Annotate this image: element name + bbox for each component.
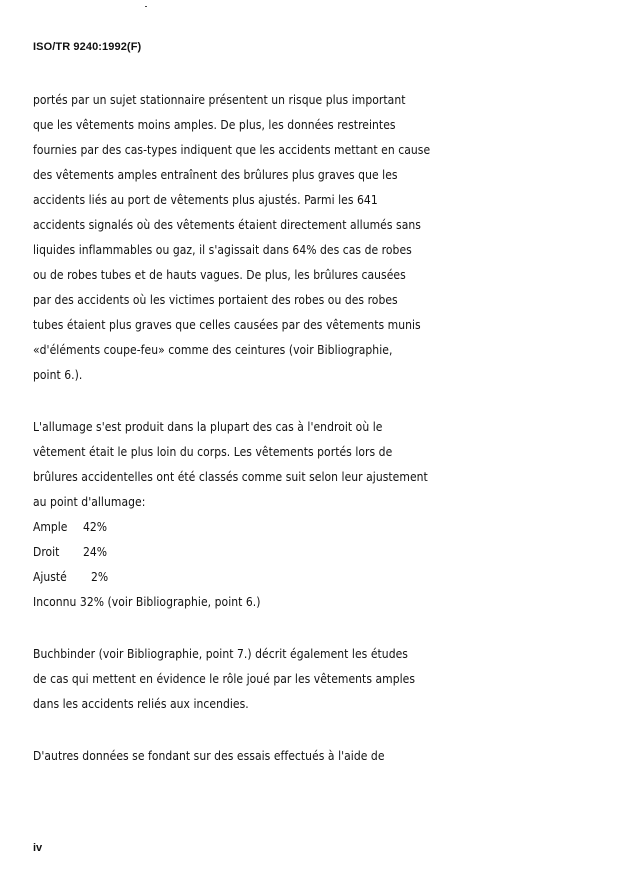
p1-line-12: point 6.). — [33, 368, 83, 382]
p1-line-11: «d'éléments coupe-feu» comme des ceintures (voir Bibliographie, — [33, 343, 393, 357]
fit-stat-label: Droit — [33, 545, 60, 559]
fit-stat-ajuste — [33, 570, 108, 584]
p2-line-3: brûlures accidentelles ont été classés comme suit selon leur ajustement — [33, 470, 428, 484]
p1-line-3: fournies par des cas-types indiquent que les accidents mettant en cause — [33, 143, 431, 157]
p4-line-1: D'autres données se fondant sur des essais effectués à l'aide de — [33, 749, 385, 763]
p2-line-1: L'allumage s'est produit dans la plupart des cas à l'endroit où le — [33, 420, 383, 434]
fit-stat-ample — [33, 520, 107, 534]
fit-stat-label: Ajusté — [33, 570, 67, 584]
p1-line-10: tubes étaient plus graves que celles causées par des vêtements munis — [33, 318, 421, 332]
p1-line-7: liquides inflammables ou gaz, il s'agissait dans 64% des cas de robes — [33, 243, 412, 257]
p3-line-1: Buchbinder (voir Bibliographie, point 7.) décrit également les études — [33, 647, 408, 661]
p1-line-2: que les vêtements moins amples. De plus, les données restreintes — [33, 118, 396, 132]
p1-line-6: accidents signalés où des vêtements étaient directement allumés sans — [33, 218, 421, 232]
p3-line-3: dans les accidents reliés aux incendies. — [33, 697, 249, 711]
p3-line-2: de cas qui mettent en évidence le rôle joué par les vêtements amples — [33, 672, 416, 686]
scan-speck — [145, 6, 147, 7]
p1-line-9: par des accidents où les victimes portaient des robes ou des robes — [33, 293, 398, 307]
fit-stat-value: 2% — [91, 570, 109, 584]
fit-stat-value: 42% — [83, 520, 107, 534]
fit-stat-droit — [33, 545, 107, 559]
fit-stat-label: Ample — [33, 520, 68, 534]
p2-line-2: vêtement était le plus loin du corps. Les vêtements portés lors de — [33, 445, 393, 459]
fit-stat-unknown: Inconnu 32% (voir Bibliographie, point 6.) — [33, 595, 261, 609]
p2-line-4: au point d'allumage: — [33, 495, 146, 509]
document-header: ISO/TR 9240:1992(F) — [33, 41, 142, 53]
p1-line-1: portés par un sujet stationnaire présentent un risque plus important — [33, 93, 406, 107]
fit-stat-value: 24% — [83, 545, 107, 559]
p1-line-8: ou de robes tubes et de hauts vagues. De plus, les brûlures causées — [33, 268, 406, 282]
p1-line-4: des vêtements amples entraînent des brûlures plus graves que les — [33, 168, 398, 182]
page-number: iv — [33, 842, 43, 854]
p1-line-5: accidents liés au port de vêtements plus ajustés. Parmi les 641 — [33, 193, 378, 207]
